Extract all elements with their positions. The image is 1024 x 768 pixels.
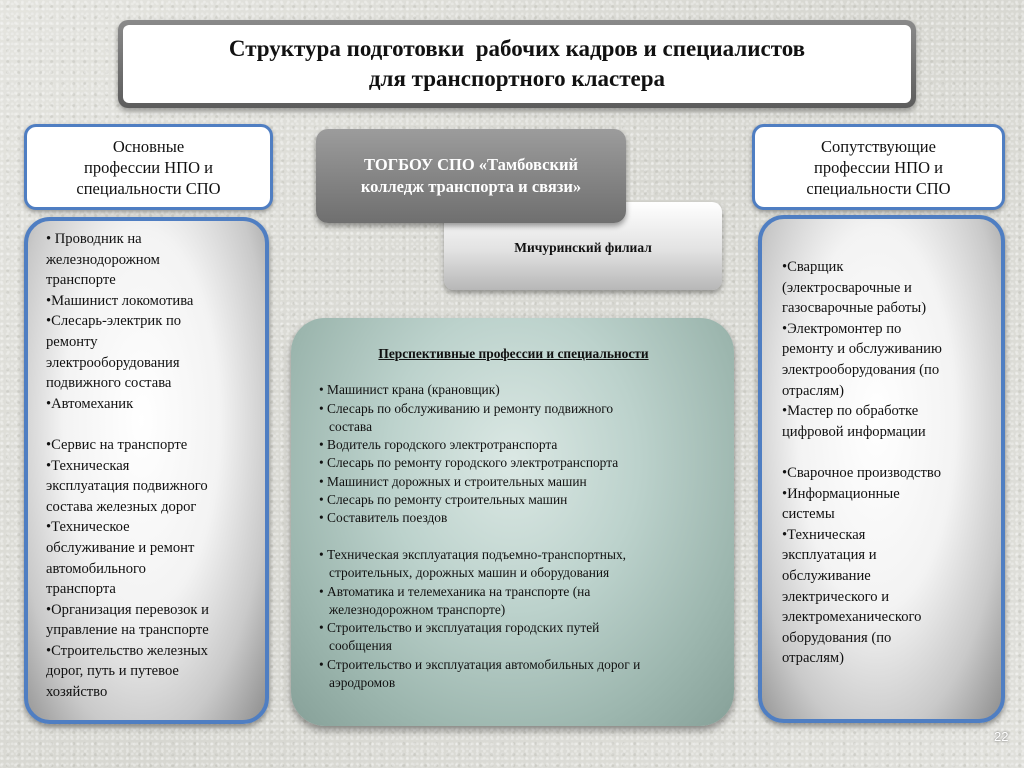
list-item: •Мастер по обработке bbox=[782, 403, 919, 420]
header-line: специальности СПО bbox=[76, 178, 221, 198]
list-item: • Автоматика и телемеханика на транспорте (на bbox=[319, 583, 591, 599]
header-line: профессии НПО и bbox=[84, 157, 213, 177]
main-professions-panel bbox=[24, 217, 269, 724]
list-spacer bbox=[319, 528, 716, 546]
list-item: • Строительство и эксплуатация автомобильных дорог и bbox=[319, 656, 641, 672]
list-item: •Сварочное производство bbox=[782, 464, 941, 481]
list-item: •Автомеханик bbox=[46, 395, 134, 412]
list-item: •Техническая bbox=[782, 526, 866, 543]
list-item: •Машинист локомотива bbox=[46, 292, 194, 309]
list-item: подвижного состава bbox=[46, 375, 172, 392]
list-item: электромеханического bbox=[782, 609, 922, 626]
header-line: профессии НПО и bbox=[814, 157, 943, 177]
list-item: дорог, путь и путевое bbox=[46, 663, 179, 680]
prospective-professions-panel bbox=[291, 318, 734, 726]
header-line: Сопутствующие bbox=[821, 136, 936, 156]
list-item: электрооборудования (по bbox=[782, 361, 940, 378]
list-item: железнодорожном bbox=[46, 251, 160, 268]
list-item: •Техническое bbox=[46, 519, 130, 536]
list-item: отраслям) bbox=[782, 382, 845, 399]
list-item: оборудования (по bbox=[782, 629, 892, 646]
list-item: •Информационные bbox=[782, 485, 900, 502]
list-item: отраслям) bbox=[782, 650, 845, 667]
list-item: •Организация перевозок и bbox=[46, 601, 209, 618]
list-item: транспорта bbox=[46, 581, 116, 598]
list-item: •Сварщик bbox=[782, 259, 844, 275]
list-item: цифровой информации bbox=[782, 423, 926, 440]
list-item: транспорте bbox=[46, 272, 116, 289]
list-item: •Сервис на транспорте bbox=[46, 436, 188, 453]
list-item: • Водитель городского электротранспорта bbox=[319, 437, 558, 453]
list-item: •Электромонтер по bbox=[782, 320, 902, 337]
college-name-line: колледж транспорта и связи» bbox=[360, 177, 582, 196]
list-spacer bbox=[782, 442, 989, 463]
list-item: аэродромов bbox=[319, 675, 396, 691]
list-item: состава bbox=[319, 418, 373, 434]
college-box bbox=[316, 129, 626, 223]
list-item: эксплуатация подвижного bbox=[46, 478, 208, 495]
page-number: 22 bbox=[994, 729, 1009, 744]
slide-title-line-2: для транспортного кластера bbox=[368, 66, 666, 91]
list-item: •Техническая bbox=[46, 457, 130, 474]
list-item: состава железных дорог bbox=[46, 498, 197, 515]
list-item: электрического и bbox=[782, 588, 890, 605]
list-item: управление на транспорте bbox=[46, 622, 209, 639]
list-item: электрооборудования bbox=[46, 354, 180, 371]
list-item: • Составитель поездов bbox=[319, 510, 448, 526]
list-item: • Техническая эксплуатация подъемно-транспортных, bbox=[319, 546, 626, 562]
slide-title-line-1: Структура подготовки рабочих кадров и специалистов bbox=[228, 36, 806, 61]
college-name-line: ТОГБОУ СПО «Тамбовский bbox=[364, 155, 578, 174]
header-line: специальности СПО bbox=[806, 178, 951, 198]
list-item: •Строительство железных bbox=[46, 642, 208, 659]
branch-label: Мичуринский филиал bbox=[514, 240, 652, 255]
list-item: ремонту bbox=[46, 333, 98, 350]
list-item: строительных, дорожных машин и оборудования bbox=[319, 565, 610, 581]
list-item: • Слесарь по ремонту городского электротранспорта bbox=[319, 455, 619, 471]
related-professions-panel bbox=[758, 215, 1005, 723]
list-item: обслуживание bbox=[782, 567, 871, 584]
related-professions-header bbox=[752, 124, 1005, 210]
list-item: сообщения bbox=[319, 638, 392, 654]
list-item: • Слесарь по обслуживанию и ремонту подвижного bbox=[319, 400, 614, 416]
main-professions-header bbox=[24, 124, 273, 210]
list-spacer bbox=[46, 414, 255, 435]
list-item: эксплуатация и bbox=[782, 547, 877, 564]
list-item: (электросварочные и bbox=[782, 279, 912, 296]
list-item: •Слесарь-электрик по bbox=[46, 313, 182, 330]
list-item: • Машинист крана (крановщик) bbox=[319, 382, 500, 398]
slide-title bbox=[123, 25, 911, 103]
list-item: • Строительство и эксплуатация городских путей bbox=[319, 620, 600, 636]
title-frame bbox=[118, 20, 916, 108]
list-item: автомобильного bbox=[46, 560, 146, 577]
list-item: газосварочные работы) bbox=[782, 300, 927, 317]
list-item: хозяйство bbox=[46, 684, 108, 701]
list-item: • Машинист дорожных и строительных машин bbox=[319, 473, 587, 489]
list-item: • Слесарь по ремонту строительных машин bbox=[319, 492, 568, 508]
list-item: • Проводник на bbox=[46, 231, 142, 247]
header-line: Основные bbox=[112, 136, 185, 156]
list-item: ремонту и обслуживанию bbox=[782, 341, 942, 358]
list-item: системы bbox=[782, 506, 835, 523]
list-item: железнодорожном транспорте) bbox=[319, 601, 506, 617]
list-item: обслуживание и ремонт bbox=[46, 539, 195, 556]
prospective-heading: Перспективные профессии и специальности bbox=[378, 346, 649, 361]
